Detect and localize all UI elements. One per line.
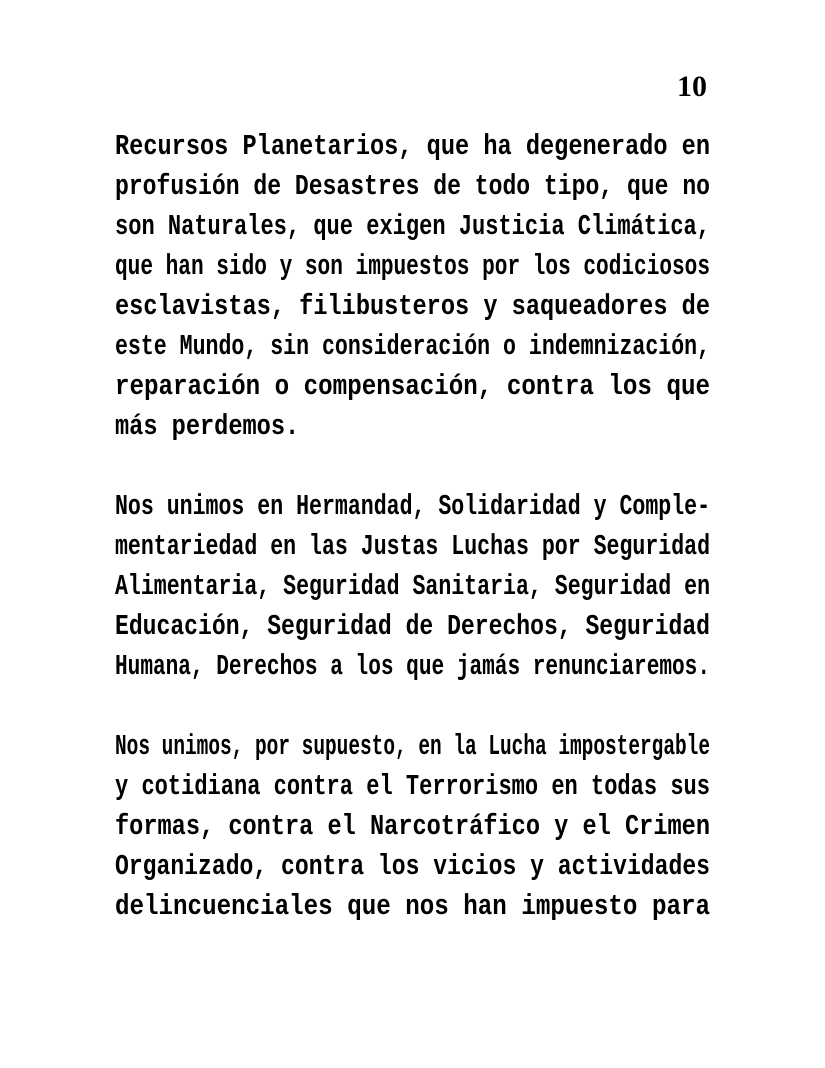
- text-line: [115, 887, 710, 927]
- text-line-content: Organizado, contra los vicios y actividades: [115, 850, 710, 883]
- text-line-content: delincuenciales que nos han impuesto para: [115, 890, 710, 923]
- text-line-content: más perdemos.: [115, 410, 300, 443]
- text-line-content: Educación, Seguridad de Derechos, Seguridad: [115, 610, 710, 643]
- text-line: [115, 407, 710, 447]
- text-line-content: Recursos Planetarios, que ha degenerado en: [115, 130, 710, 163]
- paragraph-3: [115, 727, 710, 927]
- text-line-content: Humana, Derechos a los que jamás renunciaremos.: [115, 650, 710, 683]
- text-line-content: que han sido y son impuestos por los codiciosos: [115, 250, 710, 283]
- paragraph-2: [115, 487, 710, 687]
- text-line: [115, 127, 710, 167]
- text-line: [115, 767, 710, 807]
- text-line-content: esclavistas, filibusteros y saqueadores de: [115, 290, 710, 323]
- text-line: [115, 807, 710, 847]
- text-line: [115, 607, 710, 647]
- text-line: [115, 287, 710, 327]
- text-line: [115, 247, 710, 287]
- text-line: [115, 847, 710, 887]
- text-line: [115, 527, 710, 567]
- text-line-content: mentariedad en las Justas Luchas por Seguridad: [115, 530, 710, 563]
- document-body: [115, 127, 710, 927]
- text-line: [115, 167, 710, 207]
- text-line-content: son Naturales, que exigen Justicia Climática,: [115, 210, 710, 243]
- text-line-content: y cotidiana contra el Terrorismo en todas sus: [115, 770, 710, 803]
- text-line: [115, 367, 710, 407]
- text-line-content: Nos unimos, por supuesto, en la Lucha impostergable: [115, 730, 710, 763]
- paragraph-1: [115, 127, 710, 447]
- text-line: [115, 207, 710, 247]
- text-line-content: Nos unimos en Hermandad, Solidaridad y Comple-: [115, 490, 710, 523]
- text-line: [115, 327, 710, 367]
- text-line-content: reparación o compensación, contra los que: [115, 370, 710, 403]
- text-line-content: profusión de Desastres de todo tipo, que no: [115, 170, 710, 203]
- text-line-content: formas, contra el Narcotráfico y el Crimen: [115, 810, 710, 843]
- text-line: [115, 567, 710, 607]
- text-line-content: este Mundo, sin consideración o indemnización,: [115, 330, 710, 363]
- text-line: [115, 647, 710, 687]
- text-line: [115, 727, 710, 767]
- text-line: [115, 487, 710, 527]
- page-number: 10: [677, 70, 707, 103]
- text-line-content: Alimentaria, Seguridad Sanitaria, Seguridad en: [115, 570, 710, 603]
